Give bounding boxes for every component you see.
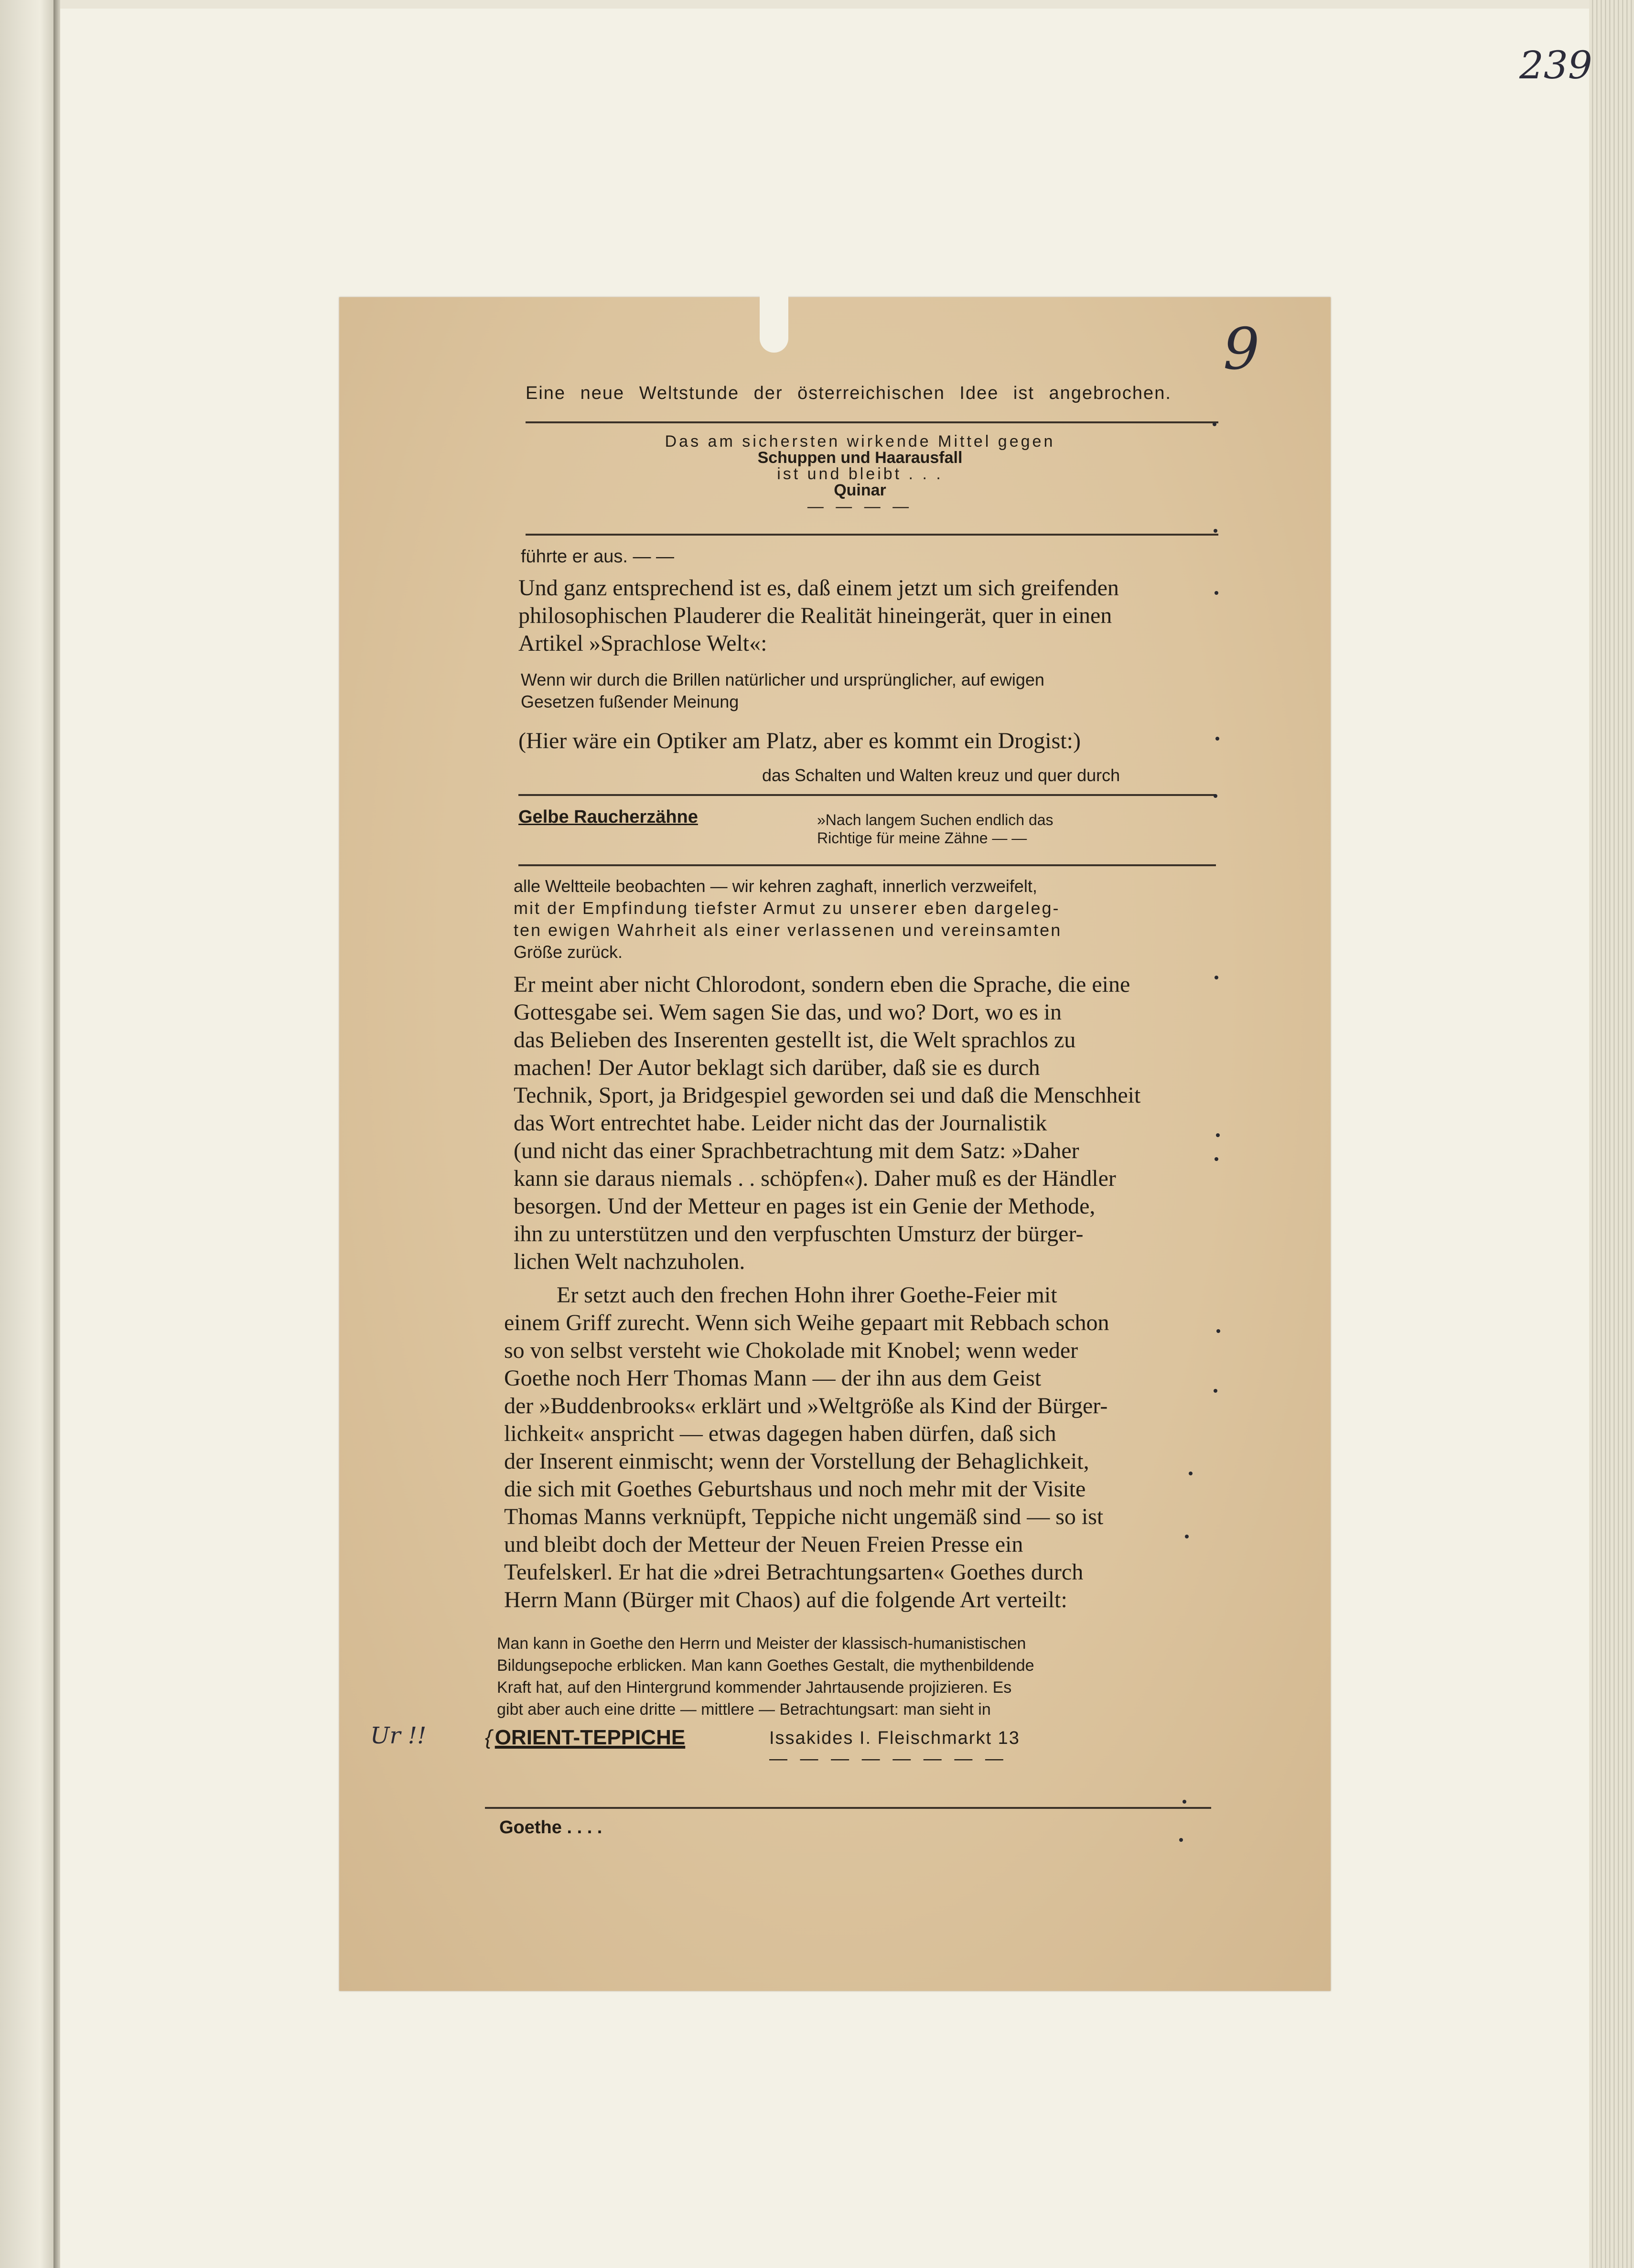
text-line: lichen Welt nachzuholen. <box>514 1249 745 1274</box>
text-line: Bildungsepoche erblicken. Man kann Goethes Gestalt, die mythenbildende <box>497 1656 1034 1675</box>
text-line: kann sie daraus niemals . . schöpfen«). Daher muß es der Händler <box>514 1166 1116 1191</box>
margin-mark <box>1189 1472 1193 1475</box>
text-line: und bleibt doch der Metteur der Neuen Freien Presse ein <box>504 1532 1023 1557</box>
text-line: Technik, Sport, ja Bridgespiel geworden sei und daß die Menschheit <box>514 1083 1141 1108</box>
handwritten-number: 9 <box>1223 316 1260 383</box>
left-page <box>0 0 57 2268</box>
divider <box>526 534 1218 536</box>
aside-1: (Hier wäre ein Optiker am Platz, aber es kommt ein Drogist:) <box>518 728 1081 753</box>
ad-orient-dashes: — — — — — — — — <box>769 1749 1007 1769</box>
folio-number: 239 <box>1519 43 1592 87</box>
margin-mark <box>1214 1389 1217 1393</box>
text-line: einem Griff zurecht. Wenn sich Weihe gepaart mit Rebbach schon <box>504 1310 1109 1335</box>
ad-quinar-line3: ist und bleibt . . . <box>777 465 943 483</box>
text-line: Er setzt auch den frechen Hohn ihrer Goethe-Feier mit <box>557 1282 1057 1308</box>
text-line: ten ewigen Wahrheit als einer verlassenen und vereinsamten <box>514 920 1062 940</box>
margin-mark <box>1215 976 1218 979</box>
text-line: so von selbst versteht wie Chokolade mit Knobel; wenn weder <box>504 1338 1078 1363</box>
ad-orient-title-text: ORIENT-TEPPICHE <box>494 1726 686 1749</box>
text-line: die sich mit Goethes Geburtshaus und noch mehr mit der Visite <box>504 1476 1086 1502</box>
text-line: machen! Der Autor beklagt sich darüber, daß sie es durch <box>514 1055 1040 1080</box>
ad-smoker-text <box>817 811 1054 847</box>
ad-orient-address <box>769 1728 1020 1769</box>
text-line: alle Weltteile beobachten — wir kehren zaghaft, innerlich verzweifelt, <box>514 876 1037 896</box>
text-line: das Wort entrechtet habe. Leider nicht das der Journalistik <box>514 1110 1047 1136</box>
text-line: gibt aber auch eine dritte — mittlere — Betrachtungsart: man sieht in <box>497 1700 991 1719</box>
paragraph-1 <box>518 574 1216 657</box>
text-line: Wenn wir durch die Brillen natürlicher und ursprünglicher, auf ewigen <box>521 670 1044 689</box>
text-line: Goethe noch Herr Thomas Mann — der ihn aus dem Geist <box>504 1365 1042 1391</box>
text-line: Artikel »Sprachlose Welt«: <box>518 631 767 656</box>
ad-orient-title: { ORIENT-TEPPICHE <box>485 1726 686 1749</box>
text-line: ihn zu unterstützen und den verpfuschten Umsturz der bürger- <box>514 1221 1084 1247</box>
text-line: Größe zurück. <box>514 942 623 962</box>
margin-mark <box>1215 1157 1218 1161</box>
paragraph-2 <box>514 971 1215 1276</box>
closing-text: Goethe . . . . <box>499 1817 602 1838</box>
divider <box>526 421 1218 423</box>
newspaper-clipping <box>339 297 1331 1991</box>
text-line: das Belieben des Inserenten gestellt ist, die Welt sprachlos zu <box>514 1027 1076 1053</box>
text-line: Herrn Mann (Bürger mit Chaos) auf die folgende Art verteilt: <box>504 1587 1067 1612</box>
margin-mark <box>1185 1535 1189 1538</box>
quote-3 <box>514 875 1214 963</box>
text-line: Richtige für meine Zähne — — <box>817 829 1027 847</box>
paragraph-3 <box>504 1281 1215 1614</box>
book-gutter <box>54 0 60 2268</box>
ad-quinar <box>526 433 1194 515</box>
text-line: mit der Empfindung tiefster Armut zu unserer eben dargeleg- <box>514 898 1060 918</box>
text-line: lichkeit« anspricht — etwas dagegen haben dürfen, daß sich <box>504 1421 1056 1446</box>
text-line: Issakides I. Fleischmarkt 13 <box>769 1728 1020 1748</box>
text-line: philosophischen Plauderer die Realität hineingerät, quer in einen <box>518 603 1112 628</box>
text-line: Man kann in Goethe den Herrn und Meister der klassisch-humanistischen <box>497 1634 1026 1653</box>
text-line: der Inserent einmischt; wenn der Vorstellung der Behaglichkeit, <box>504 1449 1089 1474</box>
intro-short: führte er aus. — — <box>521 547 675 567</box>
ad-smoker-title: Gelbe Raucherzähne <box>518 807 698 827</box>
text-line: Und ganz entsprechend ist es, daß einem jetzt um sich greifenden <box>518 575 1119 601</box>
quote-1 <box>521 669 1214 713</box>
headline: Eine neue Weltstunde der österreichischen Idee ist angebrochen. <box>526 383 1172 403</box>
quote-4 <box>497 1633 1216 1720</box>
handwritten-margin-note: Ur !! <box>370 1722 427 1749</box>
text-line: besorgen. Und der Metteur en pages ist ein Genie der Methode, <box>514 1193 1096 1219</box>
margin-mark <box>1214 794 1217 798</box>
text-line: Kraft hat, auf den Hintergrund kommender Jahrtausende projizieren. Es <box>497 1678 1012 1697</box>
divider <box>518 794 1216 796</box>
ad-quinar-line1: Das am sichersten wirkende Mittel gegen <box>665 432 1055 451</box>
text-line: »Nach langem Suchen endlich das <box>817 811 1054 828</box>
text-line: Thomas Manns verknüpft, Teppiche nicht ungemäß sind — so ist <box>504 1504 1104 1529</box>
margin-mark <box>1215 737 1219 741</box>
torn-notch <box>760 295 788 353</box>
ad-quinar-line4: Quinar <box>834 481 886 499</box>
margin-mark <box>1179 1838 1183 1842</box>
page-edges <box>1589 0 1634 2268</box>
divider <box>518 864 1216 866</box>
text-line: Er meint aber nicht Chlorodont, sondern eben die Sprache, die eine <box>514 972 1130 997</box>
divider <box>485 1807 1211 1809</box>
margin-mark <box>1213 422 1216 426</box>
margin-mark <box>1214 529 1217 533</box>
margin-mark <box>1216 1329 1220 1333</box>
text-line: der »Buddenbrooks« erklärt und »Weltgröße als Kind der Bürger- <box>504 1393 1108 1419</box>
text-line: (und nicht das einer Sprachbetrachtung mit dem Satz: »Daher <box>514 1138 1079 1163</box>
text-line: Gesetzen fußender Meinung <box>521 692 739 711</box>
quote-2: das Schalten und Walten kreuz und quer durch <box>762 765 1120 785</box>
text-line: Teufelskerl. Er hat die »drei Betrachtungsarten« Goethes durch <box>504 1559 1084 1585</box>
margin-mark <box>1216 1133 1220 1137</box>
margin-mark <box>1215 591 1218 595</box>
margin-mark <box>1182 1800 1186 1804</box>
ad-quinar-dashes: — — — — <box>807 497 913 516</box>
text-line: Gottesgabe sei. Wem sagen Sie das, und wo? Dort, wo es in <box>514 1000 1062 1025</box>
ad-quinar-line2: Schuppen und Haarausfall <box>757 449 963 467</box>
